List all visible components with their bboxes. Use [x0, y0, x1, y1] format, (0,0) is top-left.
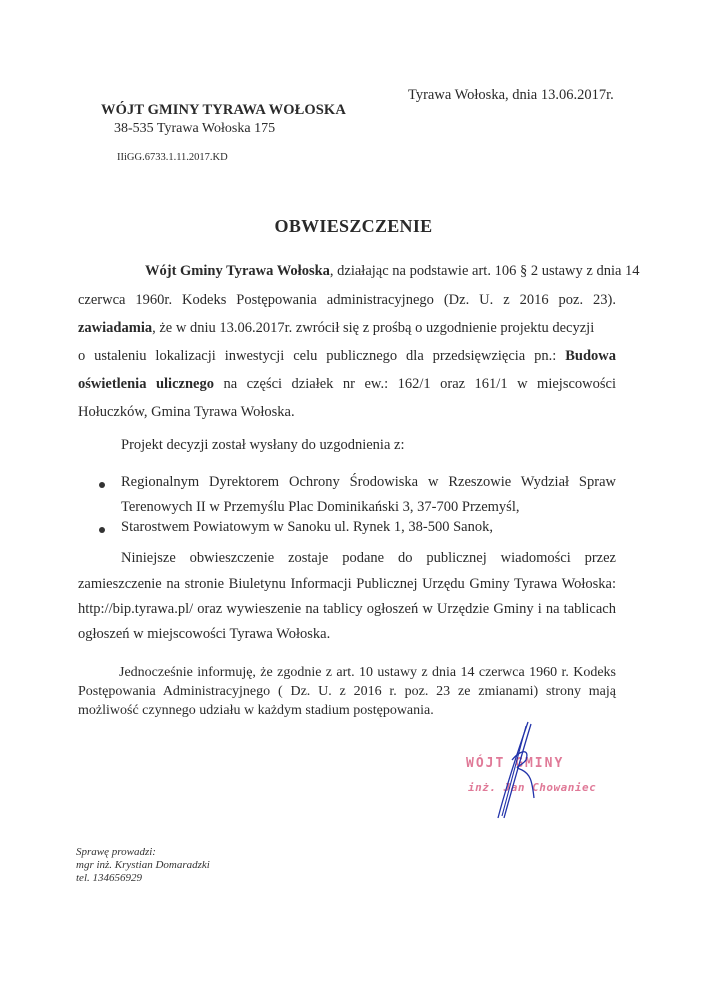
paragraph1-line2: czerwca 1960r. Kodeks Postępowania administracyjnego (Dz. U. z 2016 poz. 23).	[78, 292, 616, 308]
bullet-icon	[99, 527, 105, 533]
text: na części działek nr ew.: 162/1 oraz 161/1 w miejscowości	[213, 376, 616, 392]
footer-label: Sprawę prowadzi:	[76, 846, 156, 858]
paragraph1-line4	[78, 348, 616, 365]
paragraph1-line3	[78, 320, 616, 337]
text: , działając na podstawie art. 106 § 2 ustawy z dnia 14	[329, 263, 640, 279]
organization-name: WÓJT GMINY TYRAWA WOŁOSKA	[101, 102, 346, 118]
bold-project-name: Budowa	[565, 348, 616, 364]
sent-intro: Projekt decyzji został wysłany do uzgodnienia z:	[121, 437, 405, 453]
bold-project-name-cont: oświetlenia ulicznego	[78, 376, 214, 392]
paragraph3-line2: Postępowania Administracyjnego ( Dz. U. z 2016 r. poz. 23 ze zmianami) strony mają	[78, 684, 616, 699]
paragraph3-line1: Jednocześnie informuję, że zgodnie z art. 10 ustawy z dnia 14 czerwca 1960 r. Kodeks	[119, 665, 616, 680]
paragraph2-line4: ogłoszeń w miejscowości Tyrawa Wołoska.	[78, 626, 331, 642]
paragraph1-line6: Hołuczków, Gmina Tyrawa Wołoska.	[78, 404, 295, 420]
bullet-icon	[99, 482, 105, 488]
stamp-title: WÓJT GMINY	[466, 756, 565, 771]
bold-issuer: Wójt Gminy Tyrawa Wołoska	[145, 263, 330, 279]
footer-phone: tel. 134656929	[76, 872, 142, 884]
recipient-2: Starostwem Powiatowym w Sanoku ul. Rynek 1, 38-500 Sanok,	[121, 519, 493, 535]
text: , że w dniu 13.06.2017r. zwrócił się z prośbą o uzgodnienie projektu decyzji	[152, 320, 595, 336]
paragraph2-line1: Niniejsze obwieszczenie zostaje podane do publicznej wiadomości przez	[121, 550, 616, 566]
paragraph1-line1	[145, 263, 640, 280]
recipient-1-line2: Terenowych II w Przemyślu Plac Dominikański 3, 37-700 Przemyśl,	[121, 499, 520, 515]
paragraph1-line5	[78, 376, 616, 393]
document-title: OBWIESZCZENIE	[274, 216, 433, 236]
stamp-name: inż. Jan Chowaniec	[468, 781, 597, 794]
paragraph2-line3: http://bip.tyrawa.pl/ oraz wywieszenie na tablicy ogłoszeń w Urzędzie Gminy i na tablicach	[78, 601, 616, 617]
paragraph2-line2: zamieszczenie na stronie Biuletynu Informacji Publicznej Urzędu Gminy Tyrawa Wołoska:	[78, 576, 616, 592]
reference-number: IIiGG.6733.1.11.2017.KD	[117, 152, 228, 163]
organization-address: 38-535 Tyrawa Wołoska 175	[114, 121, 276, 136]
bold-notifies: zawiadamia	[78, 320, 153, 336]
text: o ustaleniu lokalizacji inwestycji celu publicznego dla przedsięwzięcia pn.:	[78, 348, 566, 364]
paragraph3-line3: możliwość czynnego udziału w każdym stadium postępowania.	[78, 703, 434, 718]
signature-icon	[490, 720, 550, 820]
recipient-1-line1: Regionalnym Dyrektorem Ochrony Środowiska w Rzeszowie Wydział Spraw	[121, 474, 616, 490]
place-date: Tyrawa Wołoska, dnia 13.06.2017r.	[408, 87, 614, 103]
footer-handler-name: mgr inż. Krystian Domaradzki	[76, 859, 210, 871]
